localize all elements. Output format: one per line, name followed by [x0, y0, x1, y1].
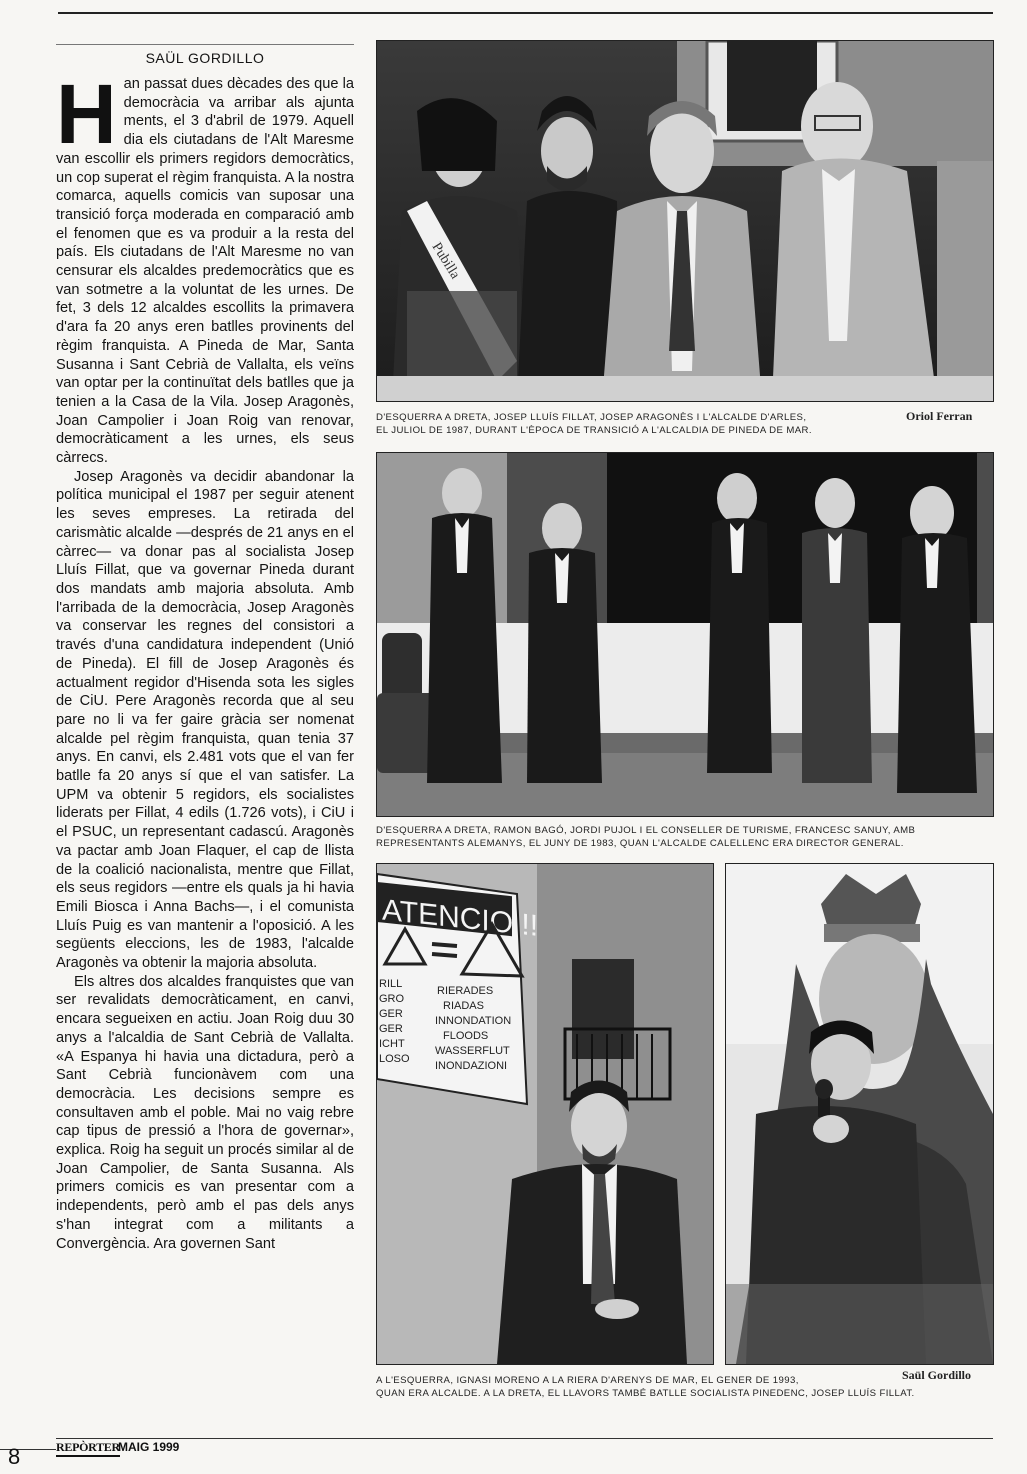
photo-1-illustration: [377, 41, 993, 401]
issue-date: MAIG 1999: [118, 1440, 180, 1454]
sign-right-text: RIERADES: [437, 985, 494, 997]
sign-right-text: FLOODS: [443, 1030, 489, 1042]
sign-left-text: RILL: [379, 978, 403, 990]
sign-left-text: GER: [379, 1023, 403, 1035]
photo-2-caption: D'ESQUERRA A DRETA, RAMON BAGÓ, JORDI PUJOL I EL CONSELLER DE TURISME, FRANCESC SANUY, AMB REPRESENTANTS ALEMANYS, EL JUNY DE 1983, QUAN L'ALCALDE CALELLENC ERA DIRECTOR GENERAL.: [376, 825, 916, 849]
photo-1-caption: D'ESQUERRA A DRETA, JOSEP LLUÍS FILLAT, JOSEP ARAGONÈS I L'ALCALDE D'ARLES, EL JULIOL DE 1987, DURANT L'ÈPOCA DE TRANSICIÓ A L'ALCALDIA DE PINEDA DE MAR.: [376, 412, 812, 436]
photo-bago-pujol-sanuy: [376, 452, 994, 817]
warning-sign: [377, 874, 538, 1104]
sash-text: Pubilla: [428, 240, 463, 282]
footer-rule: [56, 1438, 993, 1439]
article-paragraph: Els altres dos alcaldes franquistes que van ser revalidats democràticament, en canvi, encara segueixen en actiu. Joan Roig duu 30 anys a l'alcaldia de Sant Cebrià de Vallalta. «A Espanya hi havia una dictadura, però a Sant Cebrià funcionàvem com una democràcia. Les decisions sempre es consultaven amb el poble. Mai no vaig rebre cap tipus de pressió a l'hora de governar», explica. Roig ha seguit un procés similar al de Joan Campolier, de Santa Susanna. Als primers comicis es van presentar com a independents, però amb el pas dels anys s'han integrat com a militants a Convergència. Ara governen Sant: [56, 973, 354, 1252]
sign-left-text: GER: [379, 1008, 403, 1020]
photo-2-illustration: [377, 453, 993, 816]
photo-moreno-riera: [376, 863, 714, 1365]
byline: SAÜL GORDILLO: [145, 50, 265, 66]
article-paragraph: Han passat dues dècades des que la democràcia va arribar als ajunta ments, el 3 d'abril de 1979. Aquell dia els ciutadans de l'Alt Maresme van escollir els primers regidors democràtics, un cop superat el règim franquista. A la nostra comarca, aquells comicis van suposar una transició força moderada en comparació amb el fenomen que es va produir a la resta del país. Els ciutadans de l'Alt Maresme no van censurar els alcaldes predemocràtics que es van sotmetre a la voluntat de les urnes. De fet, 3 dels 12 alcaldes escollits la primavera d'ara fa 20 anys eren batlles provinents del règim franquista. A Pineda de Mar, Santa Susanna i Sant Cebrià de Vallalta, els veïns van optar per la continuïtat dels batlles que ja tenien a la Casa de la Vila. Josep Aragonès, Joan Campolier i Joan Roig van renovar, democràticament a les urnes, els seus càrrecs.: [56, 75, 354, 467]
sign-right-text: RIADAS: [443, 1000, 484, 1012]
sign-right-text: INNONDATION: [435, 1015, 512, 1027]
sign-left-text: ICHT: [379, 1038, 405, 1050]
photo-3-illustration: [377, 864, 713, 1364]
page-number: 8: [8, 1444, 21, 1469]
sign-right-text: INONDAZIONI: [435, 1060, 508, 1072]
article-body: [56, 75, 354, 1405]
article-paragraph: Josep Aragonès va decidir abandonar la política municipal el 1987 per seguir atenent les seves empreses. La retirada del carismàtic alcalde —després de 21 anys en el càrrec— va donar pas al socialista Josep Lluís Fillat, que va governar Pineda durant dos mandats amb majoria absoluta. Amb l'arribada de la democràcia, Josep Aragonès va conservar les regnes del consistori a través d'una candidatura independent (Unió de Pineda). El fill de Josep Aragonès és actualment regidor d'Hisenda sota les sigles de CiU. Pere Aragonès recorda que al seu pare no li va fer gaire gràcia ser nomenat alcalde pel règim franquista, quan tenia 37 anys. En canvi, els 2.481 vots que el van fer batlle fa 20 anys sí que el van satisfer. La UPM va obtenir 5 regidors, els socialistes liderats per Fillat, 4 edils (1.726 vots), i CiU i el PSUC, un representant cadascú. Aragonès va pactar amb Joan Flaquer, el cap de llista de la coalició nacionalista, mentre que Fillat, els seus regidors —entre els quals ja hi havia Emili Biosca i Anna Bachs—, i el comunista Lluís Puig es van mantenir a l'oposició. A les següents eleccions, les de 1983, l'alcalde Aragonès va obtenir la majoria absoluta.: [56, 468, 354, 972]
top-rule: [58, 12, 993, 14]
sign-left-text: LOSO: [379, 1053, 410, 1065]
sign-title: ATENCIO !!: [382, 893, 539, 943]
dropcap: H: [56, 75, 117, 161]
photo-fillat-aragones-arles: [376, 40, 994, 402]
sign-right-text: WASSERFLUT: [435, 1045, 510, 1057]
photo-1-credit: Oriol Ferran: [906, 409, 973, 423]
photo-fillat-gegant: [725, 863, 994, 1365]
byline-rule: [56, 44, 354, 45]
magazine-logo: REPÒRTER: [56, 1440, 120, 1457]
photo-3-4-credit: Saül Gordillo: [902, 1368, 972, 1382]
sign-left-text: GRO: [379, 993, 405, 1005]
photo-3-4-caption: A L'ESQUERRA, IGNASI MORENO A LA RIERA D'ARENYS DE MAR, EL GENER DE 1993, QUAN ERA ALCALDE. A LA DRETA, EL LLAVORS TAMBÉ BATLLE SOCIALISTA PINEDENC, JOSEP LLUÍS FILLAT.: [376, 1375, 915, 1399]
photo-4-illustration: [726, 864, 993, 1364]
